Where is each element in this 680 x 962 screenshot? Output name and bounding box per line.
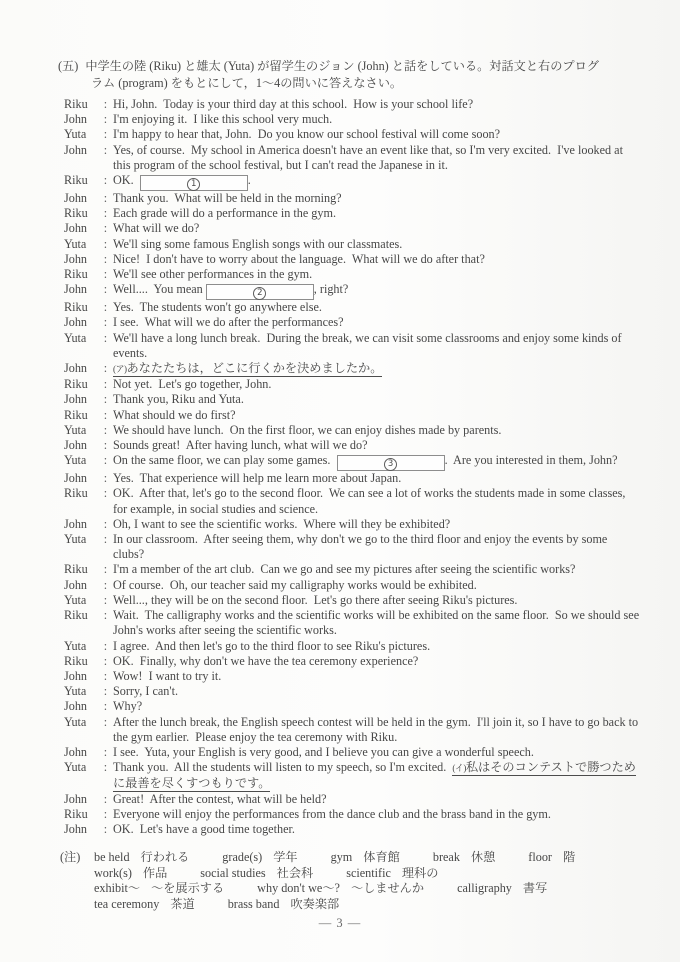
speaker-name: Riku [64, 300, 88, 315]
text-segment: Hi, John. Today is your third day at this school. How is your school life? [113, 97, 474, 111]
speaker-colon: : [103, 821, 108, 836]
dialogue-line [0, 423, 680, 438]
dialogue-text [113, 237, 640, 252]
text-segment: Why? [113, 699, 143, 714]
dialogue-text [113, 423, 640, 438]
vocab-pair [331, 850, 400, 866]
vocab-term: break [432, 850, 460, 865]
vocab-pair [94, 866, 167, 882]
vocab-meaning: 理科の [401, 865, 439, 880]
text-segment: I agree. And then let's go to the third floor to see Riku's pictures. [113, 638, 431, 653]
text-segment: Yes. The students won't go anywhere else. [113, 300, 322, 315]
dialogue-text [113, 562, 640, 577]
speaker-colon: : [103, 592, 108, 607]
speaker-colon: : [103, 267, 108, 282]
speaker-name: Yuta [64, 236, 87, 251]
dialogue-text [113, 221, 640, 236]
speaker-name: Yuta [64, 453, 87, 468]
speaker-colon: : [103, 330, 108, 345]
dialogue-text [113, 532, 640, 562]
vocab-term: why don't we～? [257, 881, 340, 896]
text-segment: On the same floor, we can play some games. [113, 453, 337, 468]
dialogue-line [0, 377, 680, 392]
speaker-name: Riku [64, 562, 88, 577]
notes-line [94, 897, 644, 913]
dialogue-line [0, 699, 680, 714]
vocab-term: floor [528, 850, 552, 865]
text-segment: . Are you interested in them, John? [444, 453, 618, 468]
speaker-colon: : [103, 532, 108, 547]
speaker-name: John [64, 251, 88, 266]
speaker-name: John [64, 577, 88, 592]
speaker-colon: : [103, 562, 108, 577]
vocab-meaning: 作品 [142, 865, 168, 880]
speaker-name: Riku [64, 653, 88, 668]
dialogue-line [0, 206, 680, 221]
text-segment: Wait. The calligraphy works and the scientific works will be exhibited on the same floor. So we should see John's works after seeing the scientific works. [113, 608, 643, 638]
speaker-name: John [64, 282, 88, 297]
text-segment: Great! After the contest, what will be held? [113, 791, 327, 806]
dialogue-line [0, 486, 680, 516]
speaker-colon: : [103, 438, 108, 453]
speaker-colon: : [103, 744, 108, 759]
speaker-colon: : [103, 236, 108, 251]
notes-label: (注) [60, 850, 81, 865]
dialogue-line [0, 792, 680, 807]
text-segment: We should have lunch. On the first floor, we can enjoy dishes made by parents. [113, 422, 502, 437]
dialogue-line [0, 578, 680, 593]
text-segment: Of course. Oh, our teacher said my calligraphy works would be exhibited. [113, 577, 477, 592]
speaker-colon: : [103, 361, 108, 376]
speaker-name: John [64, 791, 88, 806]
speaker-name: Yuta [64, 714, 87, 729]
text-segment: OK. After that, let's go to the second floor. We can see a lot of works the students made in some classes, for example, in social studies and science. [113, 486, 629, 516]
circled-number: 1 [187, 178, 200, 191]
text-segment: We'll see other performances in the gym. [113, 267, 313, 282]
vocab-term: be held [94, 850, 130, 865]
vocab-term: calligraphy [457, 881, 512, 896]
vocab-term: tea ceremony [94, 896, 160, 911]
dialogue-text [113, 593, 640, 608]
japanese-text: 私はそのコンテストで勝つために最善を尽くすつもりです。 [113, 760, 636, 791]
dialogue-line [0, 532, 680, 562]
text-segment: Sounds great! After having lunch, what will we do? [113, 438, 368, 453]
vocab-term: scientific [346, 865, 391, 880]
text-segment: Thank you. All the students will listen to my speech, so I'm excited. [113, 760, 453, 775]
answer-blank-box-2 [206, 284, 314, 300]
vocab-pair [200, 866, 313, 882]
text-segment: Thank you, Riku and Yuta. [113, 392, 244, 407]
text-segment: Sorry, I can't. [113, 684, 179, 699]
text-segment: I'm a member of the art club. Can we go and see my pictures after seeing the scientific works? [113, 562, 576, 577]
speaker-colon: : [103, 699, 108, 714]
section-number-label: (五) [58, 59, 79, 73]
dialogue-text [113, 453, 640, 471]
speaker-colon: : [103, 668, 108, 683]
dialogue-text [113, 315, 640, 330]
dialogue-text [113, 822, 640, 837]
speaker-colon: : [103, 806, 108, 821]
speaker-name: John [64, 392, 88, 407]
dialogue-text [113, 173, 640, 191]
speaker-colon: : [103, 377, 108, 392]
dialogue-line [0, 267, 680, 282]
dialogue-line [0, 127, 680, 142]
vocab-pair [222, 850, 297, 866]
dialogue-line [0, 331, 680, 361]
speaker-colon: : [103, 173, 108, 188]
speaker-name: John [64, 471, 88, 486]
heading-text: 中学生の陸 (Riku) と雄太 (Yuta) が留学生のジョン (John) と話をしている。対話文と右のプログ [85, 59, 599, 73]
vocab-term: work(s) [94, 865, 132, 880]
vocab-meaning: 学年 [273, 850, 298, 865]
speaker-colon: : [103, 653, 108, 668]
dialogue-line [0, 654, 680, 669]
text-segment: OK. Finally, why don't we have the tea ceremony experience? [113, 653, 419, 668]
speaker-colon: : [103, 407, 108, 422]
vocab-term: gym [330, 850, 353, 865]
dialogue-text [113, 97, 640, 112]
speaker-colon: : [103, 638, 108, 653]
text-segment: Well..., they will be on the second floor. Let's go there after seeing Riku's pictures. [113, 592, 518, 607]
text-segment: Everyone will enjoy the performances from the dance club and the brass band in the gym. [113, 806, 551, 821]
vocab-meaning: 茶道 [170, 896, 195, 911]
speaker-name: Riku [64, 486, 88, 501]
notes [0, 850, 680, 912]
vocab-pair [257, 881, 424, 897]
vocab-term: exhibit～ [94, 881, 141, 896]
dialogue-text [113, 300, 640, 315]
dialogue-text [113, 267, 640, 282]
speaker-colon: : [103, 486, 108, 501]
text-segment: Each grade will do a performance in the gym. [113, 206, 337, 221]
dialogue-line [0, 252, 680, 267]
text-segment: I see. What will we do after the performances? [113, 315, 344, 330]
speaker-name: Riku [64, 806, 88, 821]
speaker-colon: : [103, 300, 108, 315]
speaker-colon: : [103, 392, 108, 407]
dialogue-text [113, 206, 640, 221]
speaker-colon: : [103, 112, 108, 127]
vocab-pair [94, 897, 195, 913]
speaker-name: Riku [64, 407, 88, 422]
text-segment: Yes, of course. My school in America doesn't have an event like that, so I'm very excited. I've looked at this program of the school festival, but I can't read the Japanese in it. [113, 142, 627, 172]
sentence-tag: (イ) [452, 763, 466, 774]
dialogue-text [113, 408, 640, 423]
dialogue-line [0, 237, 680, 252]
vocab-pair [457, 881, 547, 897]
dialogue-line [0, 562, 680, 577]
vocab-term: social studies [200, 865, 266, 880]
dialogue-text [113, 377, 640, 392]
dialogue-line [0, 408, 680, 423]
speaker-colon: : [103, 453, 108, 468]
dialogue-line [0, 639, 680, 654]
speaker-name: Yuta [64, 532, 87, 547]
speaker-colon: : [103, 191, 108, 206]
text-segment: We'll sing some famous English songs with our classmates. [113, 236, 403, 251]
vocab-term: brass band [227, 896, 280, 911]
dialogue-text [113, 807, 640, 822]
speaker-colon: : [103, 471, 108, 486]
dialogue-text [113, 517, 640, 532]
speaker-name: John [64, 516, 88, 531]
dialogue-text [113, 745, 640, 760]
vocab-pair [228, 897, 340, 913]
text-segment: OK. [113, 173, 140, 188]
vocab-pair [528, 850, 575, 866]
speaker-name: Riku [64, 608, 88, 623]
dialogue-line [0, 807, 680, 822]
dialogue-line [0, 608, 680, 638]
vocab-meaning: 書写 [522, 881, 548, 896]
dialogue-text [113, 471, 640, 486]
speaker-colon: : [103, 422, 108, 437]
speaker-colon: : [103, 791, 108, 806]
notes-line [94, 866, 644, 882]
speaker-name: Yuta [64, 760, 87, 775]
text-segment: What should we do first? [113, 407, 236, 422]
speaker-colon: : [103, 251, 108, 266]
text-segment: . [247, 173, 251, 188]
text-segment: We'll have a long lunch break. During the break, we can visit some classrooms and enjoy some kinds of events. [113, 330, 625, 360]
text-segment: What will we do? [113, 221, 200, 236]
vocab-meaning: 階 [563, 850, 576, 865]
heading-line-2: ラム (program) をもとにして，1～4の問いに答えなさい。 [91, 76, 403, 90]
page-number: — 3 — [318, 916, 362, 930]
dialogue-line [0, 112, 680, 127]
text-segment: I see. Yuta, your English is very good, and I believe you can give a wonderful speech. [113, 744, 534, 759]
dialogue-text [113, 669, 640, 684]
section-heading [0, 58, 680, 92]
dialogue-text [113, 760, 640, 791]
speaker-colon: : [103, 206, 108, 221]
vocab-meaning: 行われる [140, 850, 190, 865]
dialogue-text [113, 112, 640, 127]
notes-lines [94, 850, 644, 912]
dialogue-text [113, 252, 640, 267]
text-segment: , right? [313, 282, 349, 297]
text-segment: Thank you. What will be held in the morning? [113, 191, 342, 206]
vocab-pair [433, 850, 495, 866]
dialogue-text [113, 486, 640, 516]
speaker-colon: : [103, 97, 108, 111]
dialogue [0, 97, 680, 837]
vocab-meaning: 社会科 [276, 865, 314, 880]
dialogue-line [0, 300, 680, 315]
dialogue-line [0, 97, 680, 112]
speaker-name: Riku [64, 206, 88, 221]
speaker-colon: : [103, 127, 108, 142]
dialogue-line [0, 315, 680, 330]
speaker-colon: : [103, 760, 108, 775]
speaker-colon: : [103, 577, 108, 592]
dialogue-line [0, 191, 680, 206]
speaker-colon: : [103, 142, 108, 157]
dialogue-text [113, 699, 640, 714]
dialogue-line [0, 715, 680, 745]
speaker-name: John [64, 668, 88, 683]
speaker-colon: : [103, 714, 108, 729]
speaker-colon: : [103, 608, 108, 623]
vocab-pair [346, 866, 438, 882]
dialogue-line [0, 438, 680, 453]
text-segment: I'm enjoying it. I like this school very much. [113, 112, 333, 127]
dialogue-line [0, 517, 680, 532]
text-segment: Yes. That experience will help me learn more about Japan. [113, 471, 402, 486]
speaker-name: John [64, 142, 88, 157]
dialogue-text [113, 608, 643, 638]
speaker-name: Riku [64, 173, 88, 188]
vocab-meaning: ～を展示する [151, 881, 225, 896]
vocab-meaning: 体育館 [363, 850, 400, 865]
speaker-colon: : [103, 516, 108, 531]
dialogue-text [113, 282, 640, 300]
speaker-name: John [64, 744, 88, 759]
notes-line [94, 881, 644, 897]
speaker-name: Yuta [64, 592, 87, 607]
speaker-name: John [64, 438, 88, 453]
speaker-colon: : [103, 221, 108, 236]
dialogue-text [113, 331, 640, 361]
speaker-colon: : [103, 684, 108, 699]
speaker-name: Riku [64, 267, 88, 282]
dialogue-text [113, 143, 640, 173]
vocab-meaning: ～しませんか [350, 881, 425, 896]
dialogue-line [0, 471, 680, 486]
text-segment: Well.... You mean [113, 282, 206, 297]
dialogue-line [0, 669, 680, 684]
dialogue-line [0, 143, 680, 173]
speaker-name: Yuta [64, 638, 87, 653]
dialogue-text [113, 438, 640, 453]
speaker-name: John [64, 112, 88, 127]
speaker-name: John [64, 191, 88, 206]
speaker-colon: : [103, 282, 108, 297]
dialogue-line [0, 361, 680, 377]
notes-line [94, 850, 644, 866]
dialogue-line [0, 221, 680, 236]
text-segment: OK. Let's have a good time together. [113, 821, 295, 836]
dialogue-line [0, 282, 680, 300]
dialogue-text [113, 639, 640, 654]
circled-number: 2 [253, 287, 266, 300]
sentence-tag: (ア) [113, 364, 127, 375]
dialogue-line [0, 392, 680, 407]
dialogue-text [113, 684, 640, 699]
dialogue-text [113, 191, 640, 206]
text-segment: After the lunch break, the English speech contest will be held in the gym. I'll join it, so I have to go back to the gym earlier. Please enjoy the tea ceremony with Riku. [113, 714, 642, 744]
vocab-meaning: 吹奏楽部 [290, 896, 340, 911]
text-segment: I'm happy to hear that, John. Do you know our school festival will come soon? [113, 127, 501, 142]
dialogue-line [0, 745, 680, 760]
answer-blank-box-3 [337, 455, 445, 471]
speaker-name: Yuta [64, 684, 87, 699]
circled-number: 3 [384, 458, 397, 471]
text-segment: Nice! I don't have to worry about the language. What will we do after that? [113, 251, 485, 266]
dialogue-line [0, 760, 680, 791]
dialogue-line [0, 453, 680, 471]
speaker-name: John [64, 221, 88, 236]
dialogue-text [113, 654, 640, 669]
speaker-name: John [64, 699, 88, 714]
vocab-pair [94, 850, 189, 866]
speaker-name: Riku [64, 377, 88, 392]
japanese-text: あなたたちは，どこに行くかを決めましたか。 [126, 361, 383, 376]
speaker-colon: : [103, 315, 108, 330]
speaker-name: Yuta [64, 330, 87, 345]
speaker-name: John [64, 361, 88, 376]
dialogue-line [0, 173, 680, 191]
dialogue-line [0, 593, 680, 608]
vocab-term: grade(s) [222, 850, 263, 865]
vocab-pair [94, 881, 224, 897]
speaker-name: Riku [64, 97, 88, 111]
speaker-name: Yuta [64, 422, 87, 437]
dialogue-text [113, 792, 640, 807]
speaker-name: Yuta [64, 127, 87, 142]
text-segment: Oh, I want to see the scientific works. Where will they be exhibited? [113, 516, 451, 531]
text-segment: Not yet. Let's go together, John. [113, 377, 272, 392]
dialogue-text [113, 127, 640, 142]
dialogue-text [113, 392, 640, 407]
dialogue-line [0, 684, 680, 699]
dialogue-text [113, 578, 640, 593]
text-segment: In our classroom. After seeing them, why don't we go to the third floor and enjoy the events by some clubs? [113, 532, 611, 562]
dialogue-line [0, 822, 680, 837]
heading-line-1 [58, 58, 636, 75]
answer-blank-box-1 [140, 175, 248, 191]
speaker-name: John [64, 821, 88, 836]
underlined-japanese-sentence [113, 361, 382, 377]
vocab-meaning: 休憩 [470, 850, 496, 865]
dialogue-text [113, 361, 640, 377]
dialogue-text [113, 715, 640, 745]
speaker-name: John [64, 315, 88, 330]
text-segment: Wow! I want to try it. [113, 668, 222, 683]
